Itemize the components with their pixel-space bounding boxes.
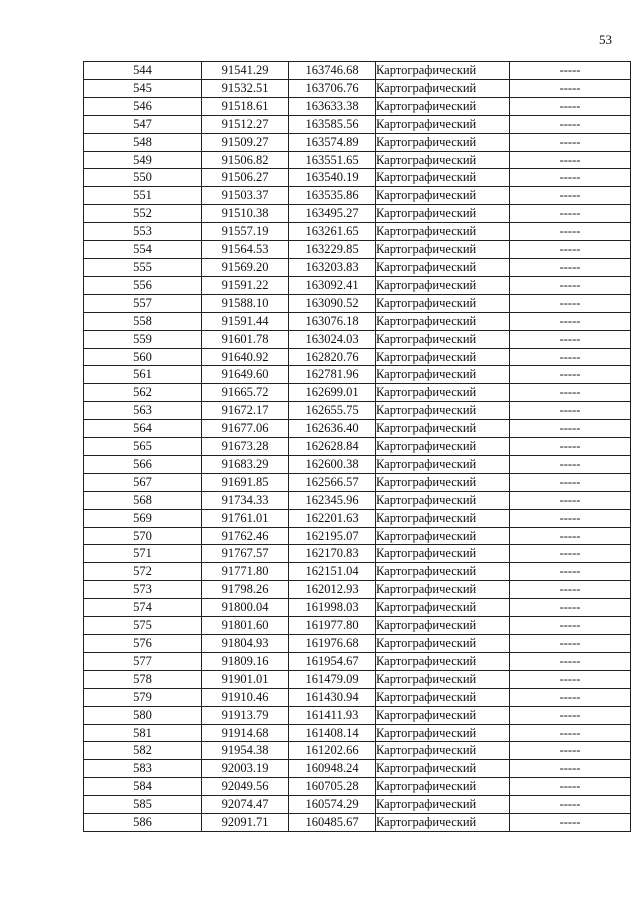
point-number-cell: 579 <box>84 688 202 706</box>
y-coordinate-cell: 160574.29 <box>289 796 376 814</box>
y-coordinate-cell: 162781.96 <box>289 366 376 384</box>
method-cell: Картографический <box>376 527 510 545</box>
y-coordinate-cell: 162600.38 <box>289 455 376 473</box>
accuracy-cell: ----- <box>510 62 631 80</box>
table-row <box>84 348 631 366</box>
table-row <box>84 97 631 115</box>
y-coordinate-cell: 163551.65 <box>289 151 376 169</box>
table-row <box>84 617 631 635</box>
coordinates-table-body <box>84 62 631 832</box>
x-coordinate-cell: 91564.53 <box>202 241 289 259</box>
y-coordinate-cell: 162699.01 <box>289 384 376 402</box>
accuracy-cell: ----- <box>510 742 631 760</box>
table-row <box>84 276 631 294</box>
method-cell: Картографический <box>376 169 510 187</box>
accuracy-cell: ----- <box>510 151 631 169</box>
y-coordinate-cell: 163024.03 <box>289 330 376 348</box>
y-coordinate-cell: 162628.84 <box>289 438 376 456</box>
point-number-cell: 546 <box>84 97 202 115</box>
method-cell: Картографический <box>376 724 510 742</box>
method-cell: Картографический <box>376 545 510 563</box>
x-coordinate-cell: 91800.04 <box>202 599 289 617</box>
method-cell: Картографический <box>376 814 510 832</box>
point-number-cell: 548 <box>84 133 202 151</box>
accuracy-cell: ----- <box>510 814 631 832</box>
x-coordinate-cell: 91532.51 <box>202 79 289 97</box>
accuracy-cell: ----- <box>510 223 631 241</box>
method-cell: Картографический <box>376 438 510 456</box>
accuracy-cell: ----- <box>510 384 631 402</box>
accuracy-cell: ----- <box>510 276 631 294</box>
table-row <box>84 205 631 223</box>
x-coordinate-cell: 91512.27 <box>202 115 289 133</box>
x-coordinate-cell: 91801.60 <box>202 617 289 635</box>
table-row <box>84 294 631 312</box>
y-coordinate-cell: 162345.96 <box>289 491 376 509</box>
point-number-cell: 556 <box>84 276 202 294</box>
method-cell: Картографический <box>376 635 510 653</box>
method-cell: Картографический <box>376 366 510 384</box>
x-coordinate-cell: 92091.71 <box>202 814 289 832</box>
x-coordinate-cell: 91591.44 <box>202 312 289 330</box>
point-number-cell: 570 <box>84 527 202 545</box>
method-cell: Картографический <box>376 742 510 760</box>
method-cell: Картографический <box>376 276 510 294</box>
x-coordinate-cell: 91601.78 <box>202 330 289 348</box>
point-number-cell: 551 <box>84 187 202 205</box>
y-coordinate-cell: 161479.09 <box>289 670 376 688</box>
table-row <box>84 635 631 653</box>
point-number-cell: 572 <box>84 563 202 581</box>
table-row <box>84 760 631 778</box>
point-number-cell: 568 <box>84 491 202 509</box>
method-cell: Картографический <box>376 187 510 205</box>
table-row <box>84 599 631 617</box>
x-coordinate-cell: 91503.37 <box>202 187 289 205</box>
method-cell: Картографический <box>376 97 510 115</box>
point-number-cell: 544 <box>84 62 202 80</box>
point-number-cell: 545 <box>84 79 202 97</box>
table-row <box>84 312 631 330</box>
x-coordinate-cell: 91901.01 <box>202 670 289 688</box>
method-cell: Картографический <box>376 617 510 635</box>
accuracy-cell: ----- <box>510 420 631 438</box>
accuracy-cell: ----- <box>510 312 631 330</box>
table-row <box>84 79 631 97</box>
table-row <box>84 330 631 348</box>
x-coordinate-cell: 91649.60 <box>202 366 289 384</box>
x-coordinate-cell: 91798.26 <box>202 581 289 599</box>
y-coordinate-cell: 163261.65 <box>289 223 376 241</box>
method-cell: Картографический <box>376 455 510 473</box>
table-row <box>84 670 631 688</box>
accuracy-cell: ----- <box>510 205 631 223</box>
method-cell: Картографический <box>376 258 510 276</box>
y-coordinate-cell: 160485.67 <box>289 814 376 832</box>
point-number-cell: 586 <box>84 814 202 832</box>
accuracy-cell: ----- <box>510 724 631 742</box>
x-coordinate-cell: 91677.06 <box>202 420 289 438</box>
table-row <box>84 473 631 491</box>
y-coordinate-cell: 163495.27 <box>289 205 376 223</box>
point-number-cell: 580 <box>84 706 202 724</box>
table-row <box>84 384 631 402</box>
y-coordinate-cell: 162012.93 <box>289 581 376 599</box>
point-number-cell: 560 <box>84 348 202 366</box>
method-cell: Картографический <box>376 312 510 330</box>
accuracy-cell: ----- <box>510 115 631 133</box>
point-number-cell: 565 <box>84 438 202 456</box>
accuracy-cell: ----- <box>510 760 631 778</box>
method-cell: Картографический <box>376 62 510 80</box>
accuracy-cell: ----- <box>510 778 631 796</box>
table-row <box>84 115 631 133</box>
method-cell: Картографический <box>376 330 510 348</box>
x-coordinate-cell: 91506.82 <box>202 151 289 169</box>
point-number-cell: 550 <box>84 169 202 187</box>
method-cell: Картографический <box>376 796 510 814</box>
table-row <box>84 742 631 760</box>
accuracy-cell: ----- <box>510 348 631 366</box>
table-row <box>84 62 631 80</box>
x-coordinate-cell: 91506.27 <box>202 169 289 187</box>
method-cell: Картографический <box>376 348 510 366</box>
x-coordinate-cell: 91509.27 <box>202 133 289 151</box>
method-cell: Картографический <box>376 491 510 509</box>
method-cell: Картографический <box>376 760 510 778</box>
accuracy-cell: ----- <box>510 438 631 456</box>
x-coordinate-cell: 92003.19 <box>202 760 289 778</box>
accuracy-cell: ----- <box>510 79 631 97</box>
y-coordinate-cell: 161998.03 <box>289 599 376 617</box>
y-coordinate-cell: 161408.14 <box>289 724 376 742</box>
accuracy-cell: ----- <box>510 652 631 670</box>
table-row <box>84 509 631 527</box>
x-coordinate-cell: 91665.72 <box>202 384 289 402</box>
y-coordinate-cell: 162195.07 <box>289 527 376 545</box>
y-coordinate-cell: 162201.63 <box>289 509 376 527</box>
x-coordinate-cell: 92049.56 <box>202 778 289 796</box>
table-row <box>84 169 631 187</box>
x-coordinate-cell: 91804.93 <box>202 635 289 653</box>
point-number-cell: 552 <box>84 205 202 223</box>
accuracy-cell: ----- <box>510 688 631 706</box>
x-coordinate-cell: 91640.92 <box>202 348 289 366</box>
table-row <box>84 778 631 796</box>
method-cell: Картографический <box>376 563 510 581</box>
accuracy-cell: ----- <box>510 545 631 563</box>
method-cell: Картографический <box>376 509 510 527</box>
table-row <box>84 652 631 670</box>
method-cell: Картографический <box>376 778 510 796</box>
table-row <box>84 724 631 742</box>
x-coordinate-cell: 91761.01 <box>202 509 289 527</box>
method-cell: Картографический <box>376 420 510 438</box>
accuracy-cell: ----- <box>510 599 631 617</box>
method-cell: Картографический <box>376 473 510 491</box>
point-number-cell: 558 <box>84 312 202 330</box>
x-coordinate-cell: 91914.68 <box>202 724 289 742</box>
method-cell: Картографический <box>376 402 510 420</box>
y-coordinate-cell: 163090.52 <box>289 294 376 312</box>
y-coordinate-cell: 163540.19 <box>289 169 376 187</box>
accuracy-cell: ----- <box>510 330 631 348</box>
table-row <box>84 455 631 473</box>
x-coordinate-cell: 91672.17 <box>202 402 289 420</box>
point-number-cell: 559 <box>84 330 202 348</box>
y-coordinate-cell: 161977.80 <box>289 617 376 635</box>
method-cell: Картографический <box>376 79 510 97</box>
y-coordinate-cell: 163535.86 <box>289 187 376 205</box>
point-number-cell: 566 <box>84 455 202 473</box>
point-number-cell: 581 <box>84 724 202 742</box>
accuracy-cell: ----- <box>510 258 631 276</box>
point-number-cell: 567 <box>84 473 202 491</box>
y-coordinate-cell: 163706.76 <box>289 79 376 97</box>
table-row <box>84 366 631 384</box>
x-coordinate-cell: 91541.29 <box>202 62 289 80</box>
y-coordinate-cell: 161976.68 <box>289 635 376 653</box>
method-cell: Картографический <box>376 241 510 259</box>
table-row <box>84 527 631 545</box>
y-coordinate-cell: 163092.41 <box>289 276 376 294</box>
y-coordinate-cell: 162566.57 <box>289 473 376 491</box>
point-number-cell: 554 <box>84 241 202 259</box>
table-row <box>84 814 631 832</box>
point-number-cell: 561 <box>84 366 202 384</box>
x-coordinate-cell: 91771.80 <box>202 563 289 581</box>
table-row <box>84 563 631 581</box>
x-coordinate-cell: 91691.85 <box>202 473 289 491</box>
method-cell: Картографический <box>376 706 510 724</box>
table-row <box>84 133 631 151</box>
x-coordinate-cell: 91910.46 <box>202 688 289 706</box>
x-coordinate-cell: 91762.46 <box>202 527 289 545</box>
accuracy-cell: ----- <box>510 563 631 581</box>
x-coordinate-cell: 91734.33 <box>202 491 289 509</box>
y-coordinate-cell: 163229.85 <box>289 241 376 259</box>
x-coordinate-cell: 91510.38 <box>202 205 289 223</box>
point-number-cell: 576 <box>84 635 202 653</box>
point-number-cell: 574 <box>84 599 202 617</box>
method-cell: Картографический <box>376 151 510 169</box>
y-coordinate-cell: 162820.76 <box>289 348 376 366</box>
accuracy-cell: ----- <box>510 294 631 312</box>
point-number-cell: 569 <box>84 509 202 527</box>
point-number-cell: 584 <box>84 778 202 796</box>
table-row <box>84 581 631 599</box>
point-number-cell: 547 <box>84 115 202 133</box>
point-number-cell: 563 <box>84 402 202 420</box>
point-number-cell: 553 <box>84 223 202 241</box>
x-coordinate-cell: 92074.47 <box>202 796 289 814</box>
accuracy-cell: ----- <box>510 473 631 491</box>
table-row <box>84 420 631 438</box>
y-coordinate-cell: 160705.28 <box>289 778 376 796</box>
y-coordinate-cell: 161430.94 <box>289 688 376 706</box>
accuracy-cell: ----- <box>510 581 631 599</box>
accuracy-cell: ----- <box>510 133 631 151</box>
method-cell: Картографический <box>376 670 510 688</box>
table-row <box>84 402 631 420</box>
page-number: 53 <box>599 32 612 47</box>
x-coordinate-cell: 91591.22 <box>202 276 289 294</box>
accuracy-cell: ----- <box>510 402 631 420</box>
point-number-cell: 549 <box>84 151 202 169</box>
x-coordinate-cell: 91683.29 <box>202 455 289 473</box>
y-coordinate-cell: 163585.56 <box>289 115 376 133</box>
accuracy-cell: ----- <box>510 187 631 205</box>
method-cell: Картографический <box>376 384 510 402</box>
y-coordinate-cell: 162636.40 <box>289 420 376 438</box>
accuracy-cell: ----- <box>510 169 631 187</box>
table-row <box>84 706 631 724</box>
method-cell: Картографический <box>376 294 510 312</box>
point-number-cell: 583 <box>84 760 202 778</box>
accuracy-cell: ----- <box>510 635 631 653</box>
point-number-cell: 573 <box>84 581 202 599</box>
y-coordinate-cell: 160948.24 <box>289 760 376 778</box>
accuracy-cell: ----- <box>510 97 631 115</box>
table-row <box>84 241 631 259</box>
method-cell: Картографический <box>376 688 510 706</box>
accuracy-cell: ----- <box>510 527 631 545</box>
y-coordinate-cell: 163574.89 <box>289 133 376 151</box>
table-row <box>84 796 631 814</box>
table-row <box>84 491 631 509</box>
accuracy-cell: ----- <box>510 491 631 509</box>
point-number-cell: 571 <box>84 545 202 563</box>
x-coordinate-cell: 91569.20 <box>202 258 289 276</box>
y-coordinate-cell: 163633.38 <box>289 97 376 115</box>
point-number-cell: 577 <box>84 652 202 670</box>
table-row <box>84 258 631 276</box>
accuracy-cell: ----- <box>510 509 631 527</box>
accuracy-cell: ----- <box>510 706 631 724</box>
y-coordinate-cell: 163076.18 <box>289 312 376 330</box>
x-coordinate-cell: 91809.16 <box>202 652 289 670</box>
x-coordinate-cell: 91557.19 <box>202 223 289 241</box>
point-number-cell: 555 <box>84 258 202 276</box>
accuracy-cell: ----- <box>510 796 631 814</box>
x-coordinate-cell: 91913.79 <box>202 706 289 724</box>
method-cell: Картографический <box>376 581 510 599</box>
method-cell: Картографический <box>376 205 510 223</box>
x-coordinate-cell: 91954.38 <box>202 742 289 760</box>
y-coordinate-cell: 161202.66 <box>289 742 376 760</box>
table-row <box>84 438 631 456</box>
table-row <box>84 223 631 241</box>
method-cell: Картографический <box>376 133 510 151</box>
y-coordinate-cell: 162655.75 <box>289 402 376 420</box>
table-row <box>84 187 631 205</box>
point-number-cell: 585 <box>84 796 202 814</box>
point-number-cell: 582 <box>84 742 202 760</box>
coordinates-table <box>83 61 631 832</box>
table-row <box>84 688 631 706</box>
point-number-cell: 575 <box>84 617 202 635</box>
y-coordinate-cell: 162151.04 <box>289 563 376 581</box>
y-coordinate-cell: 161954.67 <box>289 652 376 670</box>
y-coordinate-cell: 162170.83 <box>289 545 376 563</box>
x-coordinate-cell: 91588.10 <box>202 294 289 312</box>
x-coordinate-cell: 91518.61 <box>202 97 289 115</box>
point-number-cell: 557 <box>84 294 202 312</box>
method-cell: Картографический <box>376 652 510 670</box>
accuracy-cell: ----- <box>510 617 631 635</box>
x-coordinate-cell: 91767.57 <box>202 545 289 563</box>
y-coordinate-cell: 161411.93 <box>289 706 376 724</box>
method-cell: Картографический <box>376 223 510 241</box>
method-cell: Картографический <box>376 115 510 133</box>
point-number-cell: 562 <box>84 384 202 402</box>
method-cell: Картографический <box>376 599 510 617</box>
accuracy-cell: ----- <box>510 241 631 259</box>
x-coordinate-cell: 91673.28 <box>202 438 289 456</box>
accuracy-cell: ----- <box>510 455 631 473</box>
table-row <box>84 545 631 563</box>
point-number-cell: 578 <box>84 670 202 688</box>
accuracy-cell: ----- <box>510 366 631 384</box>
accuracy-cell: ----- <box>510 670 631 688</box>
y-coordinate-cell: 163203.83 <box>289 258 376 276</box>
point-number-cell: 564 <box>84 420 202 438</box>
y-coordinate-cell: 163746.68 <box>289 62 376 80</box>
table-row <box>84 151 631 169</box>
